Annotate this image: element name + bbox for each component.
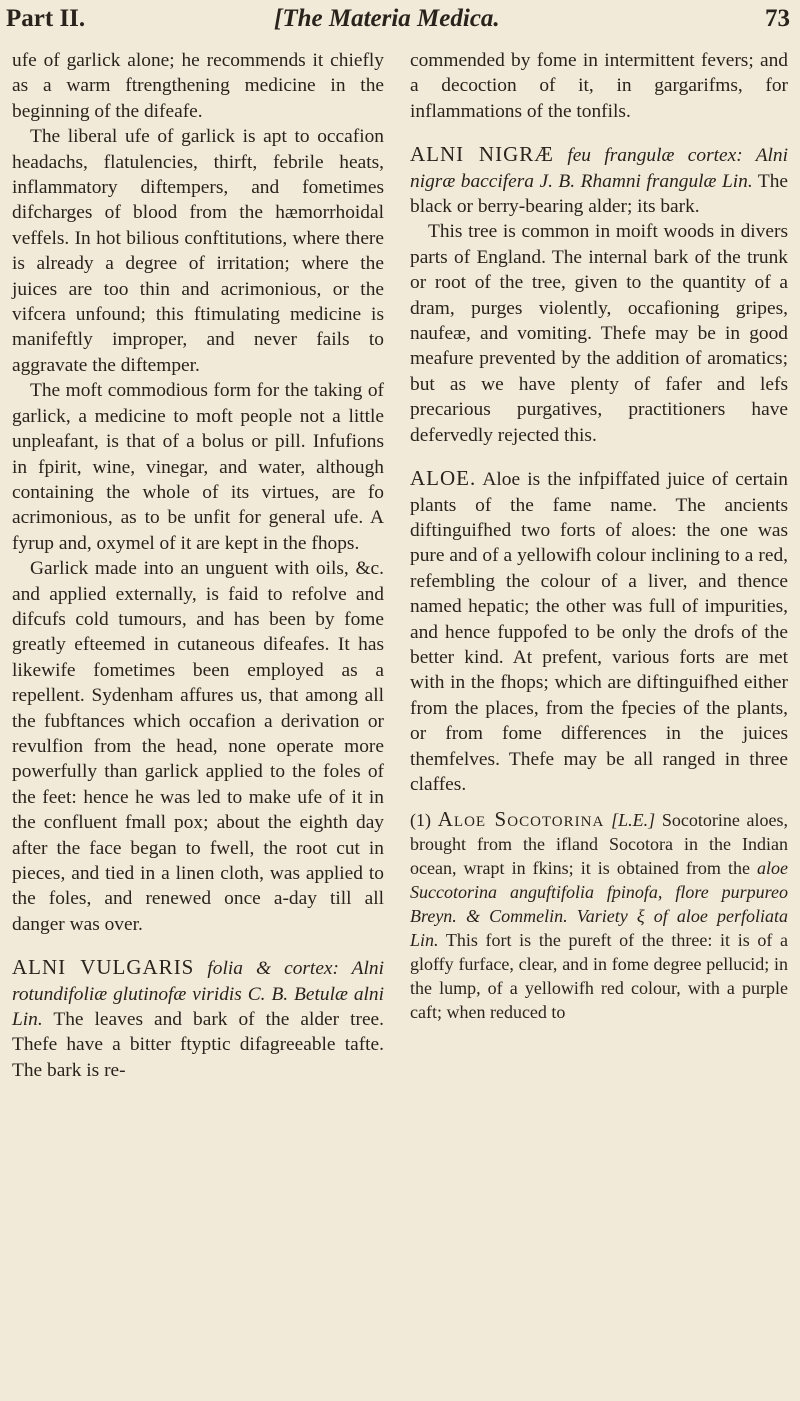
entry-description-cont: This fort is the pureft of the three: it is of a gloffy furface, clear, and in fome degree pellucid; in the lump, of a yellowifh red colour, with a purple caft; when reduced to [410, 930, 788, 1023]
section-gap [12, 937, 384, 955]
paragraph: The liberal ufe of garlick is apt to occafion headachs, flatulencies, thirft, febrile heats, inflammatory diftempers, and fometimes difcharges of blood from the hæmorrhoidal veffels. In hot bilious conftitutions, where there is already a degree of irritation; where the juices are too thin and acrimonious, or the vifcera unfound; this ftimulating medicine is manifeftly improper, and never fails to aggravate the diftemper. [12, 126, 384, 376]
left-column [12, 48, 384, 1083]
section-gap [410, 448, 788, 466]
entry-synonyms: feu frangulæ cortex: Alni nigræ baccifera J. B. Rhamni frangulæ Lin. [410, 145, 789, 192]
entry-heading: ALOE. [410, 466, 477, 491]
paragraph: Garlick made into an unguent with oils, &c. and applied externally, is faid to refolve and difcufs cold tumours, and has been by fome greatly efteemed in cutaneous difeafes. It has likewife fometimes been employed as a repellent. Sydenham affures us, that among all the fubftances which occafion a derivation or revulfion from the head, none operate more powerfully than garlick applied to the foles of the feet: hence he was led to make ufe of it in the confluent fmall pox; about the eighth day after the face began to fwell, the root cut in pieces, and tied in a linen cloth, was applied to the foles, and renewed once a-day till all danger was over. [12, 558, 384, 935]
book-section-title: [The Materia Medica. [274, 5, 500, 32]
entry-synonyms: folia & cortex: Alni rotundifoliæ glutinofæ viridis C. B. Betulæ alni Lin. [12, 958, 384, 1031]
entry-heading: ALNI NIGRÆ [410, 142, 554, 167]
entry-description: The leaves and bark of the alder tree. Thefe have a bitter ftyptic difagreeable tafte. The bark is re- [12, 1009, 385, 1081]
section-gap [410, 797, 788, 807]
entry-number: (1) [410, 810, 431, 831]
paragraph: This tree is common in moift woods in divers parts of England. The internal bark of the trunk or root of the tree, given to the quantity of a dram, purges violently, occafioning gripes, naufeæ, and vomiting. Thefe may be in good meafure prevented by the addition of aromatics; but as we have plenty of fafer and lefs precarious purgatives, practitioners have defervedly rejected this. [410, 221, 788, 446]
page-number: 73 [765, 5, 790, 32]
entry-reference: [L.E.] [611, 810, 656, 831]
part-label: Part II. [6, 5, 86, 32]
right-column [410, 48, 788, 1024]
running-head [6, 2, 790, 36]
entry-heading: ALNI VULGARIS [12, 955, 195, 980]
entry-alni-vulgaris [12, 955, 384, 1083]
entry-aloe [410, 466, 788, 797]
entry-aloe-socotorina [410, 807, 788, 1024]
entry-alni-nigrae [410, 142, 788, 219]
entry-heading: Aloe Socotorina [437, 807, 605, 832]
entry-synonyms: aloe Succotorina anguftifolia fpinofa, flore purpureo Breyn. & Commelin. Variety ξ of aloe perfoliata Lin. [410, 858, 789, 951]
paragraph: The moft commodious form for the taking of garlick, a medicine to moft people not a little unpleafant, is that of a bolus or pill. Infufions in fpirit, wine, vinegar, and water, although containing the whole of its virtues, are fo acrimonious, as to be unfit for general ufe. A fyrup and, oxymel of it are kept in the fhops. [12, 380, 384, 554]
paragraph: ufe of garlick alone; he recommends it chiefly as a warm ftrengthening medicine in the beginning of the difeafe. [12, 50, 384, 122]
entry-description: Aloe is the infpiffated juice of certain plants of the fame name. The ancients diftinguifhed two forts of aloes: the one was pure and of a yellowifh colour inclining to a red, refembling the colour of a liver, and thence named hepatic; the other was full of impurities, and hence fuppofed to be only the drofs of the better kind. At prefent, various forts are met with in the fhops; which are diftinguifhed either from the places, from the fpecies of the plants, or from fome differences in the juices themfelves. Thefe may be all ranged in three claffes. [410, 469, 788, 795]
paragraph: commended by fome in intermittent fevers; and a decoction of it, in gargarifms, for inflammations of the tonfils. [410, 50, 788, 122]
entry-description: Socotorine aloes, brought from the ifland Socotora in the Indian ocean, wrapt in fkins; it is obtained from the [410, 810, 789, 879]
entry-description: The black or berry-bearing alder; its bark. [410, 170, 788, 218]
section-gap [410, 124, 788, 142]
